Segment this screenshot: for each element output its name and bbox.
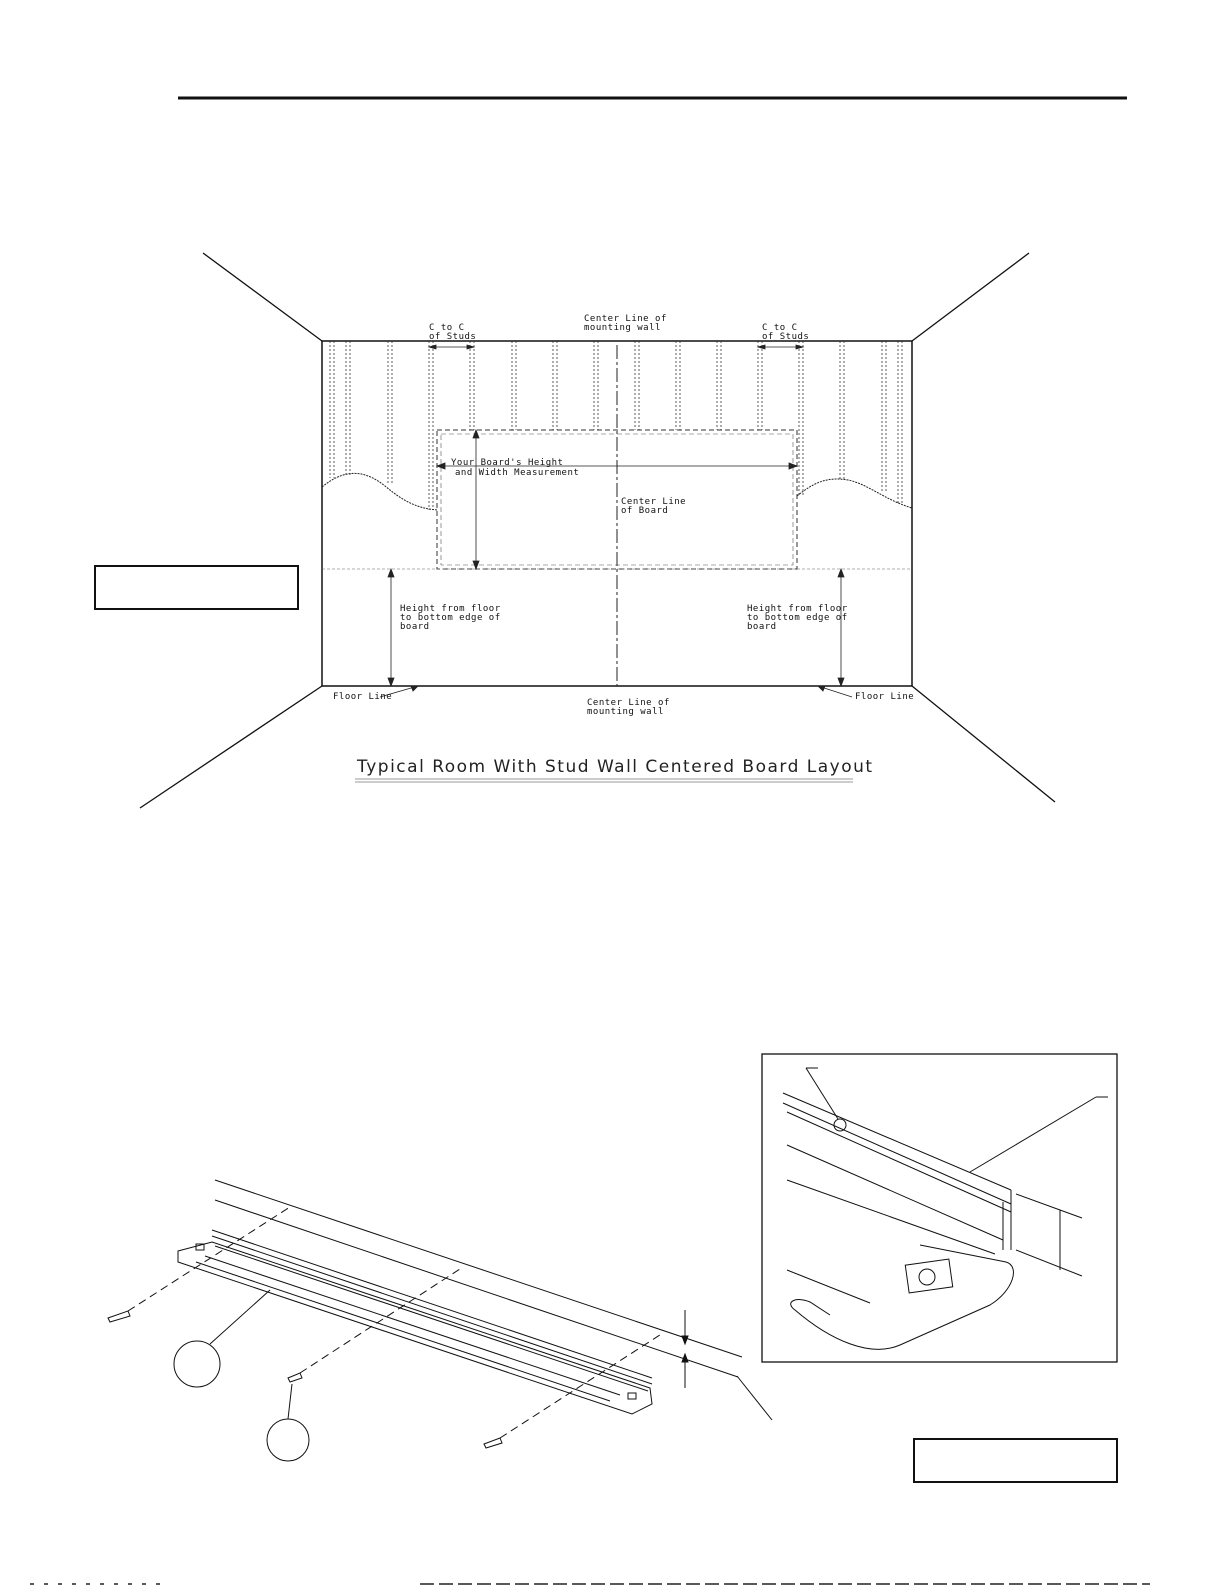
room-perspective	[140, 253, 1055, 808]
diagram-caption: Typical Room With Stud Wall Centered Board Layout	[357, 757, 874, 777]
wall-center-bottom-line2: mounting wall	[587, 707, 664, 717]
stud-spacing-left-line1: C to C	[429, 323, 465, 333]
stud-spacing-left-line2: of Studs	[429, 332, 477, 342]
height-left-line1: Height from floor	[400, 604, 501, 614]
stud-spacing-right-line2: of Studs	[762, 332, 810, 342]
wall-center-top-line1: Center Line of	[584, 314, 667, 324]
height-left-line3: board	[400, 622, 430, 632]
rail-installation-drawing	[108, 1180, 772, 1461]
diagram-labels	[333, 314, 914, 777]
height-right-line2: to bottom edge of	[747, 613, 848, 623]
floor-line-left: Floor Line	[333, 692, 393, 702]
board-measurement-line1: Your Board's Height	[451, 458, 564, 468]
board-measurement-line2: and Width Measurement	[455, 468, 580, 478]
board-center-line2: of Board	[621, 506, 669, 516]
board-center-line1: Center Line	[621, 497, 687, 507]
floor-line-right: Floor Line	[855, 692, 915, 702]
wall-center-bottom-line1: Center Line of	[587, 698, 670, 708]
height-left-line2: to bottom edge of	[400, 613, 501, 623]
wall-center-top-line2: mounting wall	[584, 323, 661, 333]
height-right-line1: Height from floor	[747, 604, 848, 614]
dimension-lines	[380, 345, 852, 697]
height-right-line3: board	[747, 622, 777, 632]
stud-spacing-right-line1: C to C	[762, 323, 798, 333]
wall-studs	[330, 341, 902, 510]
rail-detail-inset	[762, 1054, 1117, 1362]
